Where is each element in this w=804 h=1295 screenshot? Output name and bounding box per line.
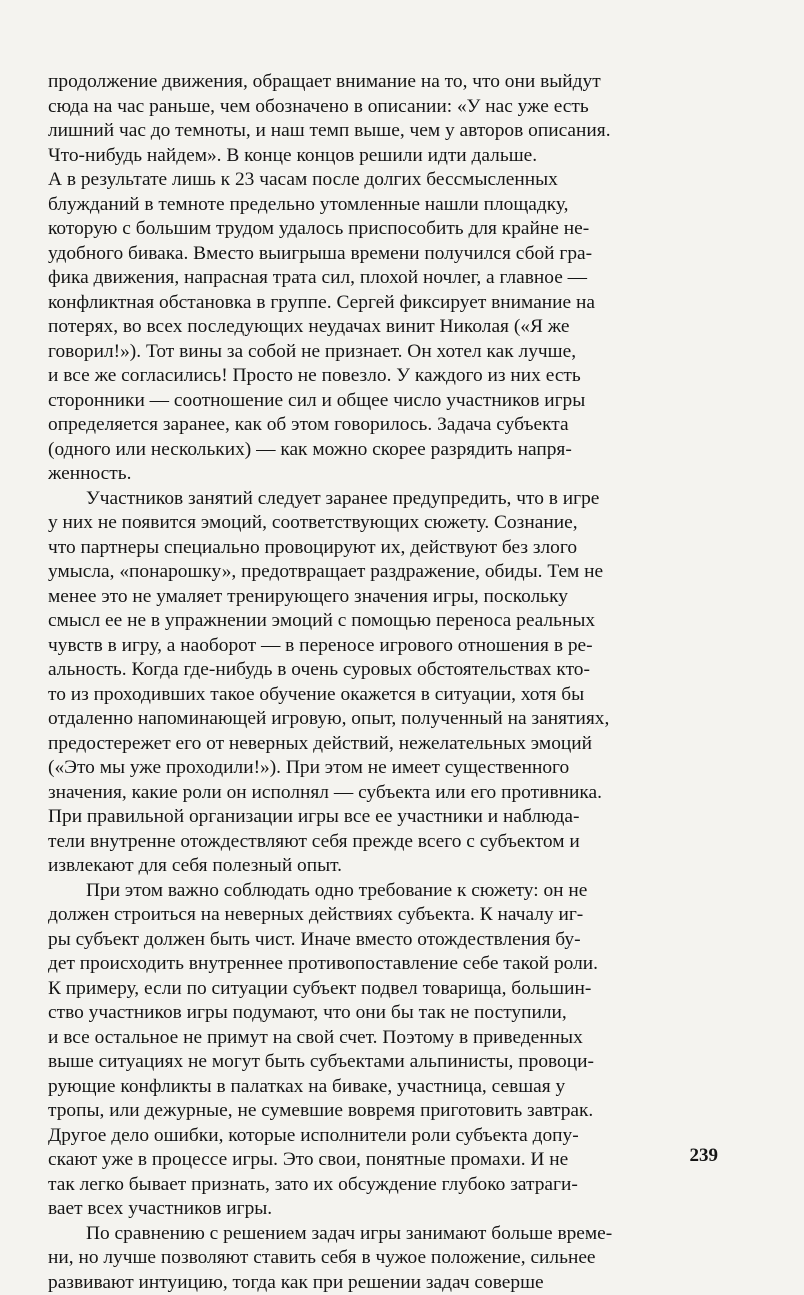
paragraph-4 <box>48 1222 720 1295</box>
text-line: дет происходить внутреннее противопоставление себе такой роли. <box>48 952 720 977</box>
text-line: Участников занятий следует заранее предупредить, что в игре <box>48 487 720 512</box>
text-line: значения, какие роли он исполнял — субъекта или его противника. <box>48 781 720 806</box>
text-line: определяется заранее, как об этом говорилось. Задача субъекта <box>48 413 720 438</box>
text-line: которую с большим трудом удалось приспособить для крайне не- <box>48 217 720 242</box>
text-line: предостережет его от неверных действий, нежелательных эмоций <box>48 732 720 757</box>
page-text <box>48 70 720 1295</box>
text-line: удобного бивака. Вместо выигрыша времени получился сбой гра- <box>48 242 720 267</box>
page-number: 239 <box>690 1145 719 1167</box>
text-line: (одного или нескольких) — как можно скорее разрядить напря- <box>48 438 720 463</box>
text-line: конфликтная обстановка в группе. Сергей фиксирует внимание на <box>48 291 720 316</box>
text-line: извлекают для себя полезный опыт. <box>48 854 720 879</box>
text-line: продолжение движения, обращает внимание на то, что они выйдут <box>48 70 720 95</box>
text-line: лишний час до темноты, и наш темп выше, чем у авторов описания. <box>48 119 720 144</box>
text-line: потерях, во всех последующих неудачах винит Николая («Я же <box>48 315 720 340</box>
text-line: Другое дело ошибки, которые исполнители роли субъекта допу- <box>48 1124 720 1149</box>
text-line: («Это мы уже проходили!»). При этом не имеет существенного <box>48 756 720 781</box>
text-line: А в результате лишь к 23 часам после долгих бессмысленных <box>48 168 720 193</box>
text-line: что партнеры специально провоцируют их, действуют без злого <box>48 536 720 561</box>
text-line: Что-нибудь найдем». В конце концов решили идти дальше. <box>48 144 720 169</box>
text-line: скают уже в процессе игры. Это свои, понятные промахи. И не <box>48 1148 720 1173</box>
text-line: сторонники — соотношение сил и общее число участников игры <box>48 389 720 414</box>
text-line: развивают интуицию, тогда как при решении задач соверше <box>48 1271 720 1295</box>
text-line: При правильной организации игры все ее участники и наблюда- <box>48 805 720 830</box>
paragraph-1 <box>48 70 720 487</box>
text-line: и все остальное не примут на свой счет. Поэтому в приведенных <box>48 1026 720 1051</box>
text-line: и все же согласились! Просто не повезло. У каждого из них есть <box>48 364 720 389</box>
paragraph-2 <box>48 487 720 879</box>
text-line: отдаленно напоминающей игровую, опыт, полученный на занятиях, <box>48 707 720 732</box>
text-line: должен строиться на неверных действиях субъекта. К началу иг- <box>48 903 720 928</box>
text-line: ры субъект должен быть чист. Иначе вместо отождествления бу- <box>48 928 720 953</box>
text-line: умысла, «понарошку», предотвращает раздражение, обиды. Тем не <box>48 560 720 585</box>
text-line: выше ситуациях не могут быть субъектами альпинисты, провоци- <box>48 1050 720 1075</box>
text-line: говорил!»). Тот вины за собой не признает. Он хотел как лучше, <box>48 340 720 365</box>
text-line: По сравнению с решением задач игры занимают больше време- <box>48 1222 720 1247</box>
text-line: К примеру, если по ситуации субъект подвел товарища, большин- <box>48 977 720 1002</box>
text-line: тели внутренне отождествляют себя прежде всего с субъектом и <box>48 830 720 855</box>
text-line: сюда на час раньше, чем обозначено в описании: «У нас уже есть <box>48 95 720 120</box>
text-line: так легко бывает признать, зато их обсуждение глубоко затраги- <box>48 1173 720 1198</box>
text-line: фика движения, напрасная трата сил, плохой ночлег, а главное — <box>48 266 720 291</box>
text-line: ство участников игры подумают, что они бы так не поступили, <box>48 1001 720 1026</box>
text-line: женность. <box>48 462 720 487</box>
text-line: то из проходивших такое обучение окажется в ситуации, хотя бы <box>48 683 720 708</box>
text-line: чувств в игру, а наоборот — в переносе игрового отношения в ре- <box>48 634 720 659</box>
text-line: рующие конфликты в палатках на биваке, участница, севшая у <box>48 1075 720 1100</box>
text-line: блужданий в темноте предельно утомленные нашли площадку, <box>48 193 720 218</box>
text-line: альность. Когда где-нибудь в очень суровых обстоятельствах кто- <box>48 658 720 683</box>
text-line: тропы, или дежурные, не сумевшие вовремя приготовить завтрак. <box>48 1099 720 1124</box>
text-line: При этом важно соблюдать одно требование к сюжету: он не <box>48 879 720 904</box>
text-line: менее это не умаляет тренирующего значения игры, поскольку <box>48 585 720 610</box>
text-line: ни, но лучше позволяют ставить себя в чужое положение, сильнее <box>48 1246 720 1271</box>
paragraph-3 <box>48 879 720 1222</box>
text-line: смысл ее не в упражнении эмоций с помощью переноса реальных <box>48 609 720 634</box>
text-line: у них не появится эмоций, соответствующих сюжету. Сознание, <box>48 511 720 536</box>
text-line: вает всех участников игры. <box>48 1197 720 1222</box>
